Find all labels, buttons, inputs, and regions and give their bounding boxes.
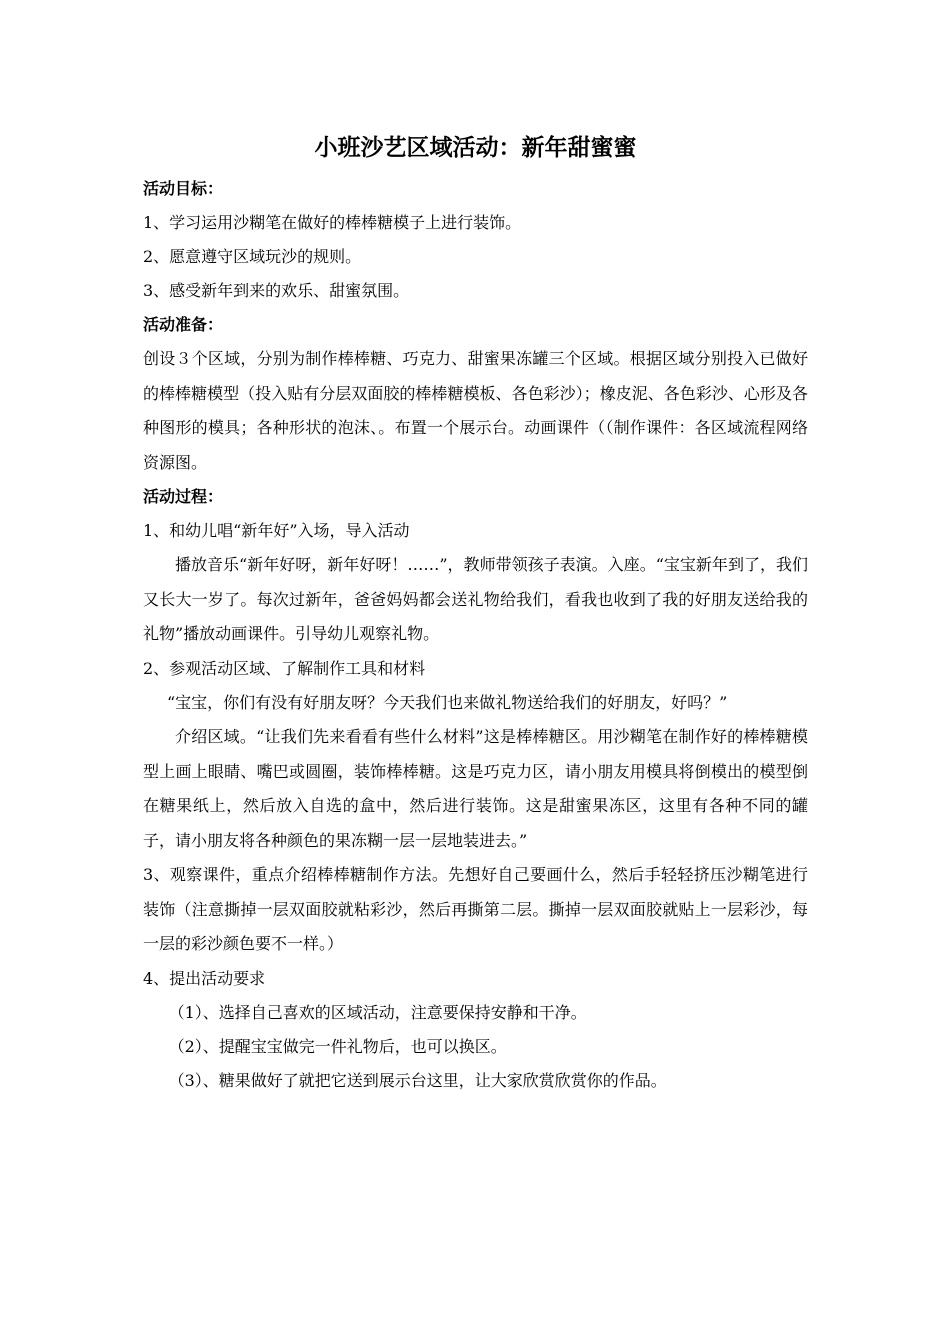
goals-heading: 活动目标：	[143, 179, 224, 198]
preparation-heading: 活动准备：	[143, 315, 224, 334]
process-heading: 活动过程：	[143, 487, 224, 506]
requirement-2: （2）、提醒宝宝做完一件礼物后，也可以换区。	[168, 1036, 507, 1056]
requirement-1: （1）、选择自己喜欢的区域活动，注意要保持安静和干净。	[168, 1002, 587, 1022]
document-page	[143, 130, 808, 1098]
step2-text: 介绍区域。“让我们先来看看有些什么材料”这是棒棒糖区。用沙糊笔在制作好的棒棒糖模型上画上眼睛、嘴巴或圆圈，装饰棒棒糖。这是巧克力区，请小朋友用模具将倒模出的模型倒在糖果纸上，然后放入自选的盒中，然后进行装饰。这是甜蜜果冻区，这里有各种不同的罐子，请小朋友将各种颜色的果冻糊一层一层地装进去。”	[143, 727, 808, 850]
step1-text: 播放音乐“新年好呀，新年好呀！……”，教师带领孩子表演。入座。“宝宝新年到了，我们又长大一岁了。每次过新年，爸爸妈妈都会送礼物给我们，看我也收到了我的好朋友送给我的礼物”播放动画课件。引导幼儿观察礼物。	[143, 555, 808, 643]
requirement-3: （3）、糖果做好了就把它送到展示台这里，让大家欣赏欣赏你的作品。	[168, 1070, 667, 1090]
step4-title: 4、提出活动要求	[143, 968, 266, 988]
preparation-text: 创设３个区域，分别为制作棒棒糖、巧克力、甜蜜果冻罐三个区域。根据区域分别投入已做好的棒棒糖模型（投入贴有分层双面胶的棒棒糖模板、各色彩沙）；橡皮泥、各色彩沙、心形及各种图形的模具；各种形状的泡沫、。布置一个展示台。动画课件（（制作课件：各区域流程网络资源图。	[143, 349, 808, 472]
goal-item-2: 2、愿意遵守区域玩沙的规则。	[143, 247, 362, 266]
goal-item-3: 3、感受新年到来的欢乐、甜蜜氛围。	[143, 281, 410, 300]
step3-text: 3、观察课件，重点介绍棒棒糖制作方法。先想好自己要画什么，然后手轻轻挤压沙糊笔进行装饰（注意撕掉一层双面胶就粘彩沙，然后再撕第二层。撕掉一层双面胶就贴上一层彩沙，每一层的彩沙颜色要不一样。）	[143, 865, 808, 953]
step2-title: 2、参观活动区域、了解制作工具和材料	[143, 658, 426, 678]
goal-item-1: 1、学习运用沙糊笔在做好的棒棒糖模子上进行装饰。	[143, 213, 522, 232]
step1-title: 1、和幼儿唱“新年好”入场，导入活动	[143, 521, 410, 540]
document-title: 小班沙艺区域活动：新年甜蜜蜜	[314, 135, 637, 161]
step2-quote: “宝宝，你们有没有好朋友呀？今天我们也来做礼物送给我们的好朋友，好吗？”	[167, 692, 728, 712]
